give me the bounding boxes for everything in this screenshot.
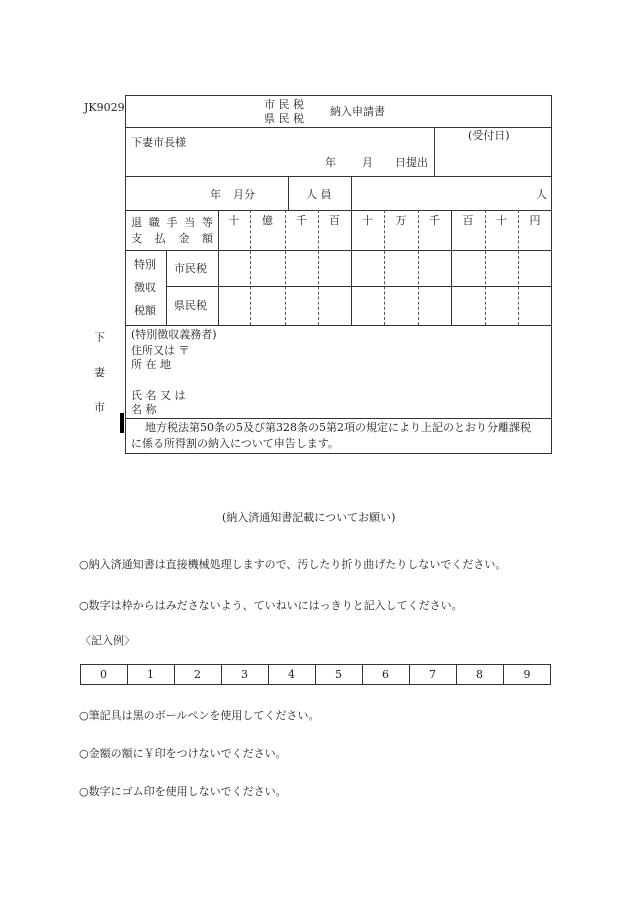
city-tax-entry-cells[interactable] xyxy=(219,251,551,285)
title-pref-tax: 県 民 税 xyxy=(264,112,304,125)
special-label-2: 徴収 xyxy=(134,281,156,294)
note-item-1: ○納入済通知書は直接機械処理しますので、汚したり折り曲げたりしないでください。 xyxy=(79,558,507,571)
name-label-1: 氏 名 又 は xyxy=(131,389,186,402)
left-vertical-char-2: 妻 xyxy=(94,366,105,379)
addressee: 下妻市長様 xyxy=(131,136,186,149)
name-label-2: 名 称 xyxy=(131,403,157,416)
unit-yen: 円 xyxy=(529,214,541,227)
special-label-3: 税額 xyxy=(134,304,156,317)
name-entry[interactable] xyxy=(230,386,550,416)
amount-label-1: 退 職 手 当 等 xyxy=(131,216,213,229)
unit-ten-oku: 十 xyxy=(228,214,240,227)
note-item-2: ○数字は枠からはみださないよう、ていねいにはっきりと記入してください。 xyxy=(79,599,463,612)
obligor-heading: (特別徴収義務者) xyxy=(131,328,217,341)
declaration-line-1: 地方税法第50条の5及び第328条の5第2項の規定により上記のとおり分離課税 xyxy=(145,421,531,434)
pref-tax-entry-cells[interactable] xyxy=(219,287,551,324)
example-digit: 1 xyxy=(147,668,154,681)
unit-thousand: 千 xyxy=(429,214,440,227)
city-tax-label: 市民税 xyxy=(174,262,207,275)
unit-oku: 億 xyxy=(262,214,273,227)
left-vertical-char-1: 下 xyxy=(94,331,105,344)
example-digit: 7 xyxy=(429,668,436,681)
unit-man: 万 xyxy=(395,214,407,227)
address-label-2: 所 在 地 xyxy=(131,358,171,371)
staff-unit: 人 xyxy=(536,188,547,201)
example-digit: 6 xyxy=(382,668,389,681)
unit-thousand-man: 千 xyxy=(296,214,307,227)
staff-label: 人 員 xyxy=(306,188,332,201)
registration-mark xyxy=(120,413,124,433)
date-month: 月 xyxy=(362,156,373,169)
date-day-submitted: 日提出 xyxy=(395,156,428,169)
unit-ten: 十 xyxy=(496,214,507,227)
title-city-tax: 市 民 税 xyxy=(264,98,304,111)
unit-ten-man: 十 xyxy=(362,214,373,227)
example-digit: 2 xyxy=(194,668,201,681)
period-year: 年 xyxy=(210,188,221,201)
declaration-line-2: に係る所得割の納入について申告します。 xyxy=(131,437,339,450)
address-label-1: 住所又は 〒 xyxy=(131,344,190,357)
example-digit: 3 xyxy=(241,668,248,681)
note-item-4: ○金額の額に￥印をつけないでください。 xyxy=(79,747,287,760)
note-item-3: ○筆記具は黒のボールペンを使用してください。 xyxy=(79,709,320,722)
form-title: 納入申請書 xyxy=(330,105,385,118)
note-item-5: ○数字にゴム印を使用しないでください。 xyxy=(79,785,287,798)
pref-tax-label: 県民税 xyxy=(174,299,207,312)
example-digit: 5 xyxy=(335,668,342,681)
example-digit: 8 xyxy=(476,668,483,681)
address-entry[interactable] xyxy=(230,342,550,372)
notes-heading: (納入済通知書記載についてお願い) xyxy=(222,511,396,524)
example-digit: 4 xyxy=(288,668,295,681)
amount-label-2: 支 払 金 額 xyxy=(131,232,213,245)
unit-hundred-man: 百 xyxy=(329,214,340,227)
received-date-label: (受付日) xyxy=(468,129,510,142)
unit-hundred: 百 xyxy=(462,214,474,227)
special-label-1: 特別 xyxy=(134,258,156,271)
date-year: 年 xyxy=(325,156,336,169)
example-digit: 9 xyxy=(523,668,531,681)
period-month: 月分 xyxy=(233,188,255,201)
left-vertical-char-3: 市 xyxy=(94,401,105,414)
amount-entry-cells[interactable] xyxy=(219,230,551,249)
example-label: 〈記入例〉 xyxy=(80,634,135,647)
form-code: JK9029 xyxy=(84,101,125,114)
example-digit: 0 xyxy=(100,668,107,681)
